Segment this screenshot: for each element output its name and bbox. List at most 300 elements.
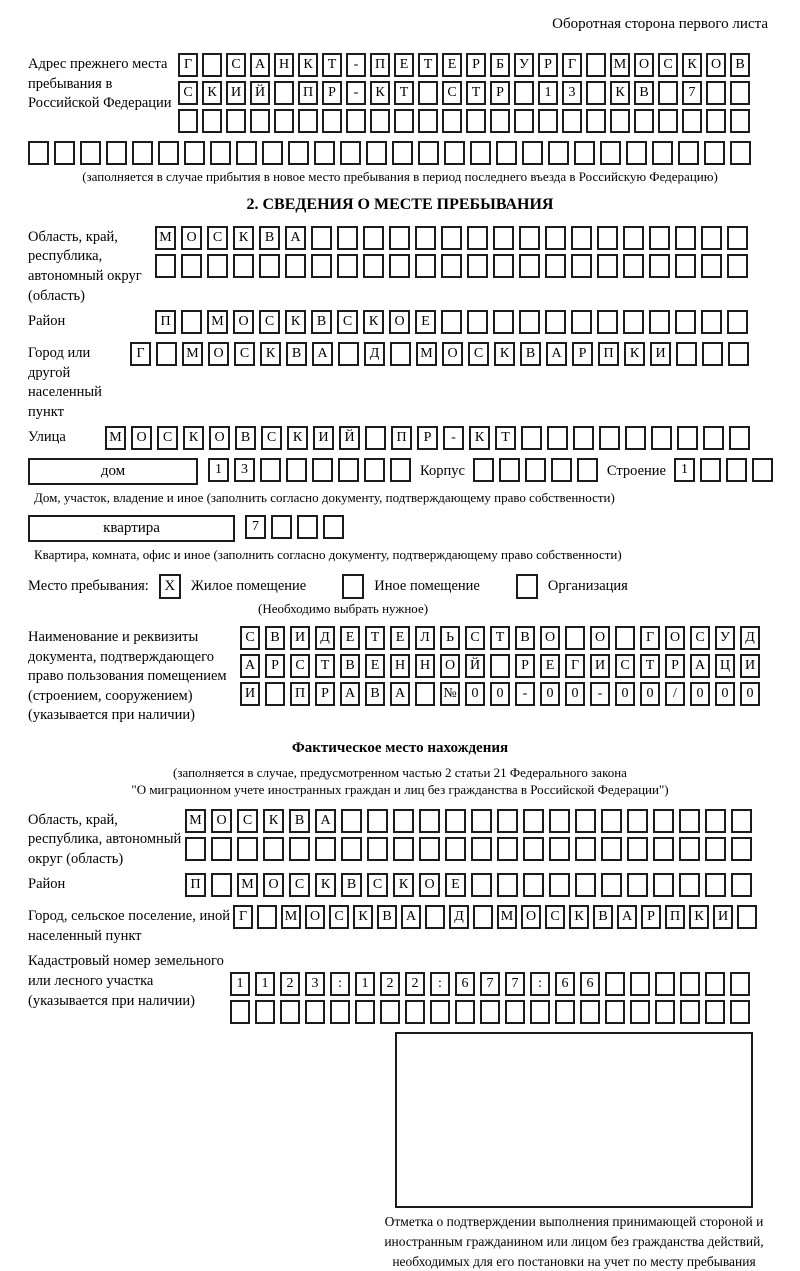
char-box[interactable]: Т xyxy=(322,53,342,77)
char-box[interactable]: М xyxy=(416,342,437,366)
char-box[interactable]: П xyxy=(185,873,206,897)
char-box[interactable]: Е xyxy=(394,53,414,77)
char-box[interactable] xyxy=(601,837,622,861)
char-box[interactable] xyxy=(211,837,232,861)
char-box[interactable] xyxy=(418,109,438,133)
char-box[interactable]: / xyxy=(665,682,685,706)
char-box[interactable] xyxy=(393,809,414,833)
char-box[interactable]: Т xyxy=(466,81,486,105)
char-box[interactable] xyxy=(752,458,773,482)
char-box[interactable] xyxy=(519,254,540,278)
char-box[interactable]: 0 xyxy=(690,682,710,706)
char-box[interactable] xyxy=(211,873,232,897)
char-box[interactable]: О xyxy=(233,310,254,334)
char-box[interactable] xyxy=(260,458,281,482)
char-box[interactable] xyxy=(305,1000,325,1024)
char-box[interactable] xyxy=(562,109,582,133)
char-box[interactable]: Г xyxy=(130,342,151,366)
char-box[interactable]: Г xyxy=(562,53,582,77)
char-box[interactable] xyxy=(545,254,566,278)
char-box[interactable] xyxy=(365,426,386,450)
char-box[interactable] xyxy=(496,141,517,165)
char-box[interactable]: И xyxy=(590,654,610,678)
char-box[interactable]: 1 xyxy=(674,458,695,482)
char-box[interactable] xyxy=(367,837,388,861)
char-box[interactable]: К xyxy=(469,426,490,450)
char-box[interactable] xyxy=(497,873,518,897)
char-box[interactable] xyxy=(705,837,726,861)
char-box[interactable] xyxy=(625,426,646,450)
char-box[interactable] xyxy=(655,972,675,996)
char-box[interactable]: М xyxy=(155,226,176,250)
char-box[interactable] xyxy=(615,626,635,650)
char-box[interactable] xyxy=(288,141,309,165)
char-box[interactable] xyxy=(601,873,622,897)
char-box[interactable]: П xyxy=(665,905,685,929)
char-box[interactable]: А xyxy=(401,905,421,929)
char-box[interactable]: М xyxy=(610,53,630,77)
char-box[interactable]: О xyxy=(540,626,560,650)
char-box[interactable] xyxy=(418,141,439,165)
char-box[interactable] xyxy=(202,109,222,133)
char-box[interactable] xyxy=(680,1000,700,1024)
char-box[interactable]: С xyxy=(465,626,485,650)
char-box[interactable] xyxy=(652,141,673,165)
char-box[interactable] xyxy=(341,837,362,861)
char-box[interactable]: К xyxy=(682,53,702,77)
char-box[interactable] xyxy=(627,873,648,897)
char-box[interactable]: : xyxy=(530,972,550,996)
char-box[interactable]: О xyxy=(706,53,726,77)
char-box[interactable]: К xyxy=(624,342,645,366)
char-box[interactable] xyxy=(623,310,644,334)
char-box[interactable] xyxy=(653,873,674,897)
char-box[interactable] xyxy=(729,426,750,450)
char-box[interactable] xyxy=(547,426,568,450)
char-box[interactable]: В xyxy=(311,310,332,334)
char-box[interactable]: К xyxy=(610,81,630,105)
char-box[interactable] xyxy=(530,1000,550,1024)
char-box[interactable]: О xyxy=(211,809,232,833)
char-box[interactable]: У xyxy=(715,626,735,650)
char-box[interactable]: С xyxy=(658,53,678,77)
char-box[interactable]: - xyxy=(443,426,464,450)
char-box[interactable] xyxy=(390,342,411,366)
char-box[interactable]: С xyxy=(178,81,198,105)
char-box[interactable]: П xyxy=(598,342,619,366)
char-box[interactable] xyxy=(701,226,722,250)
char-box[interactable] xyxy=(630,972,650,996)
char-box[interactable] xyxy=(626,141,647,165)
char-box[interactable] xyxy=(80,141,101,165)
char-box[interactable]: А xyxy=(315,809,336,833)
char-box[interactable]: П xyxy=(298,81,318,105)
char-box[interactable] xyxy=(702,342,723,366)
char-box[interactable]: К xyxy=(263,809,284,833)
char-box[interactable]: К xyxy=(202,81,222,105)
char-box[interactable] xyxy=(571,226,592,250)
char-box[interactable] xyxy=(497,809,518,833)
char-box[interactable] xyxy=(280,1000,300,1024)
char-box[interactable] xyxy=(185,837,206,861)
char-box[interactable]: С xyxy=(545,905,565,929)
char-box[interactable] xyxy=(233,254,254,278)
char-box[interactable] xyxy=(311,254,332,278)
char-box[interactable] xyxy=(419,837,440,861)
char-box[interactable] xyxy=(155,254,176,278)
char-box[interactable]: М xyxy=(182,342,203,366)
char-box[interactable]: Е xyxy=(540,654,560,678)
char-box[interactable] xyxy=(574,141,595,165)
char-box[interactable]: С xyxy=(226,53,246,77)
char-box[interactable]: С xyxy=(468,342,489,366)
char-box[interactable]: 0 xyxy=(465,682,485,706)
char-box[interactable]: Т xyxy=(640,654,660,678)
char-box[interactable]: Р xyxy=(322,81,342,105)
char-box[interactable] xyxy=(597,310,618,334)
char-box[interactable] xyxy=(649,226,670,250)
char-box[interactable]: Е xyxy=(445,873,466,897)
organization-checkbox[interactable] xyxy=(516,574,538,599)
char-box[interactable] xyxy=(393,837,414,861)
char-box[interactable] xyxy=(704,141,725,165)
char-box[interactable]: И xyxy=(226,81,246,105)
char-box[interactable]: П xyxy=(391,426,412,450)
char-box[interactable] xyxy=(202,53,222,77)
char-box[interactable] xyxy=(675,310,696,334)
char-box[interactable] xyxy=(471,809,492,833)
char-box[interactable]: С xyxy=(690,626,710,650)
char-box[interactable]: В xyxy=(520,342,541,366)
char-box[interactable]: О xyxy=(665,626,685,650)
char-box[interactable]: Д xyxy=(315,626,335,650)
char-box[interactable]: 1 xyxy=(255,972,275,996)
char-box[interactable] xyxy=(444,141,465,165)
char-box[interactable] xyxy=(514,81,534,105)
char-box[interactable]: Г xyxy=(640,626,660,650)
char-box[interactable] xyxy=(367,809,388,833)
char-box[interactable] xyxy=(493,254,514,278)
char-box[interactable] xyxy=(623,254,644,278)
char-box[interactable] xyxy=(730,109,750,133)
char-box[interactable] xyxy=(322,109,342,133)
char-box[interactable] xyxy=(314,141,335,165)
char-box[interactable]: : xyxy=(430,972,450,996)
char-box[interactable] xyxy=(523,837,544,861)
char-box[interactable]: Д xyxy=(449,905,469,929)
char-box[interactable]: О xyxy=(440,654,460,678)
char-box[interactable] xyxy=(705,972,725,996)
char-box[interactable] xyxy=(415,226,436,250)
char-box[interactable] xyxy=(600,141,621,165)
char-box[interactable]: В xyxy=(730,53,750,77)
char-box[interactable]: - xyxy=(346,81,366,105)
char-box[interactable] xyxy=(575,837,596,861)
char-box[interactable] xyxy=(390,458,411,482)
char-box[interactable]: Р xyxy=(417,426,438,450)
char-box[interactable]: Й xyxy=(465,654,485,678)
char-box[interactable]: Й xyxy=(250,81,270,105)
char-box[interactable] xyxy=(731,873,752,897)
char-box[interactable]: И xyxy=(740,654,760,678)
char-box[interactable] xyxy=(521,426,542,450)
char-box[interactable]: 3 xyxy=(234,458,255,482)
other-premises-checkbox[interactable] xyxy=(342,574,364,599)
char-box[interactable]: В xyxy=(341,873,362,897)
char-box[interactable] xyxy=(363,254,384,278)
char-box[interactable]: 6 xyxy=(455,972,475,996)
char-box[interactable] xyxy=(106,141,127,165)
char-box[interactable] xyxy=(337,226,358,250)
char-box[interactable] xyxy=(548,141,569,165)
char-box[interactable] xyxy=(346,109,366,133)
char-box[interactable]: Е xyxy=(340,626,360,650)
char-box[interactable] xyxy=(658,109,678,133)
char-box[interactable]: Р xyxy=(641,905,661,929)
char-box[interactable]: Д xyxy=(364,342,385,366)
char-box[interactable] xyxy=(653,837,674,861)
char-box[interactable] xyxy=(651,426,672,450)
char-box[interactable] xyxy=(653,809,674,833)
char-box[interactable]: С xyxy=(329,905,349,929)
char-box[interactable] xyxy=(682,109,702,133)
char-box[interactable]: И xyxy=(713,905,733,929)
char-box[interactable] xyxy=(580,1000,600,1024)
char-box[interactable] xyxy=(545,226,566,250)
char-box[interactable]: 7 xyxy=(480,972,500,996)
char-box[interactable]: И xyxy=(313,426,334,450)
char-box[interactable]: В xyxy=(515,626,535,650)
char-box[interactable] xyxy=(649,310,670,334)
char-box[interactable]: П xyxy=(290,682,310,706)
char-box[interactable]: 1 xyxy=(538,81,558,105)
char-box[interactable] xyxy=(727,226,748,250)
char-box[interactable]: Н xyxy=(415,654,435,678)
char-box[interactable]: Ц xyxy=(715,654,735,678)
char-box[interactable]: И xyxy=(650,342,671,366)
char-box[interactable] xyxy=(210,141,231,165)
char-box[interactable]: 0 xyxy=(715,682,735,706)
char-box[interactable]: М xyxy=(497,905,517,929)
char-box[interactable]: К xyxy=(569,905,589,929)
char-box[interactable]: О xyxy=(389,310,410,334)
char-box[interactable] xyxy=(471,837,492,861)
char-box[interactable]: 2 xyxy=(280,972,300,996)
char-box[interactable]: Р xyxy=(515,654,535,678)
char-box[interactable]: К xyxy=(287,426,308,450)
char-box[interactable] xyxy=(679,809,700,833)
char-box[interactable]: С xyxy=(240,626,260,650)
char-box[interactable]: № xyxy=(440,682,460,706)
char-box[interactable] xyxy=(675,254,696,278)
char-box[interactable] xyxy=(705,873,726,897)
char-box[interactable] xyxy=(627,837,648,861)
char-box[interactable] xyxy=(655,1000,675,1024)
char-box[interactable] xyxy=(679,837,700,861)
char-box[interactable] xyxy=(311,226,332,250)
char-box[interactable]: В xyxy=(286,342,307,366)
char-box[interactable] xyxy=(701,254,722,278)
char-box[interactable] xyxy=(727,254,748,278)
char-box[interactable]: С xyxy=(290,654,310,678)
char-box[interactable]: Й xyxy=(339,426,360,450)
char-box[interactable] xyxy=(380,1000,400,1024)
char-box[interactable] xyxy=(676,342,697,366)
char-box[interactable]: Т xyxy=(315,654,335,678)
char-box[interactable] xyxy=(236,141,257,165)
char-box[interactable]: К xyxy=(363,310,384,334)
char-box[interactable]: Р xyxy=(538,53,558,77)
char-box[interactable]: 2 xyxy=(405,972,425,996)
char-box[interactable] xyxy=(677,426,698,450)
char-box[interactable]: С xyxy=(157,426,178,450)
char-box[interactable]: К xyxy=(689,905,709,929)
char-box[interactable] xyxy=(286,458,307,482)
char-box[interactable] xyxy=(392,141,413,165)
residential-checkbox[interactable]: X xyxy=(159,574,181,599)
char-box[interactable] xyxy=(706,109,726,133)
char-box[interactable] xyxy=(701,310,722,334)
char-box[interactable] xyxy=(207,254,228,278)
char-box[interactable]: В xyxy=(634,81,654,105)
char-box[interactable] xyxy=(549,837,570,861)
char-box[interactable] xyxy=(181,254,202,278)
char-box[interactable]: С xyxy=(259,310,280,334)
char-box[interactable] xyxy=(419,809,440,833)
char-box[interactable]: У xyxy=(514,53,534,77)
char-box[interactable] xyxy=(700,458,721,482)
char-box[interactable]: 3 xyxy=(305,972,325,996)
char-box[interactable]: Р xyxy=(315,682,335,706)
char-box[interactable]: О xyxy=(590,626,610,650)
char-box[interactable]: И xyxy=(240,682,260,706)
char-box[interactable] xyxy=(514,109,534,133)
char-box[interactable]: О xyxy=(208,342,229,366)
char-box[interactable]: О xyxy=(263,873,284,897)
char-box[interactable]: К xyxy=(393,873,414,897)
char-box[interactable] xyxy=(730,972,750,996)
char-box[interactable]: К xyxy=(285,310,306,334)
char-box[interactable] xyxy=(298,109,318,133)
char-box[interactable] xyxy=(425,905,445,929)
char-box[interactable] xyxy=(355,1000,375,1024)
char-box[interactable]: Е xyxy=(390,626,410,650)
char-box[interactable] xyxy=(731,837,752,861)
char-box[interactable]: К xyxy=(315,873,336,897)
char-box[interactable] xyxy=(466,109,486,133)
char-box[interactable] xyxy=(634,109,654,133)
char-box[interactable] xyxy=(522,141,543,165)
char-box[interactable]: Ь xyxy=(440,626,460,650)
char-box[interactable]: В xyxy=(259,226,280,250)
char-box[interactable] xyxy=(490,654,510,678)
char-box[interactable]: Р xyxy=(572,342,593,366)
char-box[interactable] xyxy=(341,809,362,833)
char-box[interactable]: : xyxy=(330,972,350,996)
char-box[interactable]: Т xyxy=(365,626,385,650)
char-box[interactable] xyxy=(340,141,361,165)
char-box[interactable] xyxy=(28,141,49,165)
char-box[interactable] xyxy=(415,682,435,706)
char-box[interactable]: М xyxy=(207,310,228,334)
char-box[interactable]: В xyxy=(340,654,360,678)
char-box[interactable] xyxy=(181,310,202,334)
char-box[interactable]: Л xyxy=(415,626,435,650)
char-box[interactable] xyxy=(597,254,618,278)
char-box[interactable]: 7 xyxy=(245,515,266,539)
char-box[interactable]: 1 xyxy=(208,458,229,482)
char-box[interactable] xyxy=(599,426,620,450)
char-box[interactable]: - xyxy=(515,682,535,706)
char-box[interactable] xyxy=(441,254,462,278)
char-box[interactable]: О xyxy=(419,873,440,897)
char-box[interactable] xyxy=(274,109,294,133)
char-box[interactable]: Б xyxy=(490,53,510,77)
char-box[interactable]: А xyxy=(250,53,270,77)
char-box[interactable]: Т xyxy=(418,53,438,77)
char-box[interactable] xyxy=(555,1000,575,1024)
char-box[interactable] xyxy=(586,81,606,105)
char-box[interactable] xyxy=(573,426,594,450)
char-box[interactable]: С xyxy=(261,426,282,450)
char-box[interactable]: Е xyxy=(442,53,462,77)
char-box[interactable] xyxy=(703,426,724,450)
char-box[interactable] xyxy=(730,81,750,105)
char-box[interactable] xyxy=(389,226,410,250)
char-box[interactable] xyxy=(505,1000,525,1024)
char-box[interactable] xyxy=(289,837,310,861)
char-box[interactable] xyxy=(132,141,153,165)
char-box[interactable]: Г xyxy=(233,905,253,929)
char-box[interactable]: А xyxy=(390,682,410,706)
char-box[interactable] xyxy=(259,254,280,278)
char-box[interactable] xyxy=(445,809,466,833)
char-box[interactable] xyxy=(257,905,277,929)
char-box[interactable] xyxy=(455,1000,475,1024)
char-box[interactable] xyxy=(630,1000,650,1024)
char-box[interactable]: П xyxy=(155,310,176,334)
char-box[interactable] xyxy=(226,109,246,133)
char-box[interactable] xyxy=(605,1000,625,1024)
char-box[interactable]: С xyxy=(207,226,228,250)
char-box[interactable] xyxy=(54,141,75,165)
char-box[interactable] xyxy=(467,226,488,250)
char-box[interactable]: В xyxy=(235,426,256,450)
char-box[interactable]: Р xyxy=(466,53,486,77)
char-box[interactable]: В xyxy=(593,905,613,929)
char-box[interactable] xyxy=(394,109,414,133)
char-box[interactable]: 0 xyxy=(490,682,510,706)
char-box[interactable] xyxy=(158,141,179,165)
char-box[interactable] xyxy=(178,109,198,133)
char-box[interactable] xyxy=(680,972,700,996)
char-box[interactable] xyxy=(586,53,606,77)
char-box[interactable]: А xyxy=(240,654,260,678)
char-box[interactable] xyxy=(658,81,678,105)
char-box[interactable] xyxy=(263,837,284,861)
char-box[interactable]: П xyxy=(370,53,390,77)
char-box[interactable] xyxy=(473,905,493,929)
char-box[interactable] xyxy=(678,141,699,165)
char-box[interactable] xyxy=(679,873,700,897)
char-box[interactable] xyxy=(338,342,359,366)
char-box[interactable]: О xyxy=(634,53,654,77)
char-box[interactable]: К xyxy=(233,226,254,250)
char-box[interactable] xyxy=(480,1000,500,1024)
char-box[interactable] xyxy=(523,873,544,897)
char-box[interactable] xyxy=(737,905,757,929)
char-box[interactable]: М xyxy=(281,905,301,929)
